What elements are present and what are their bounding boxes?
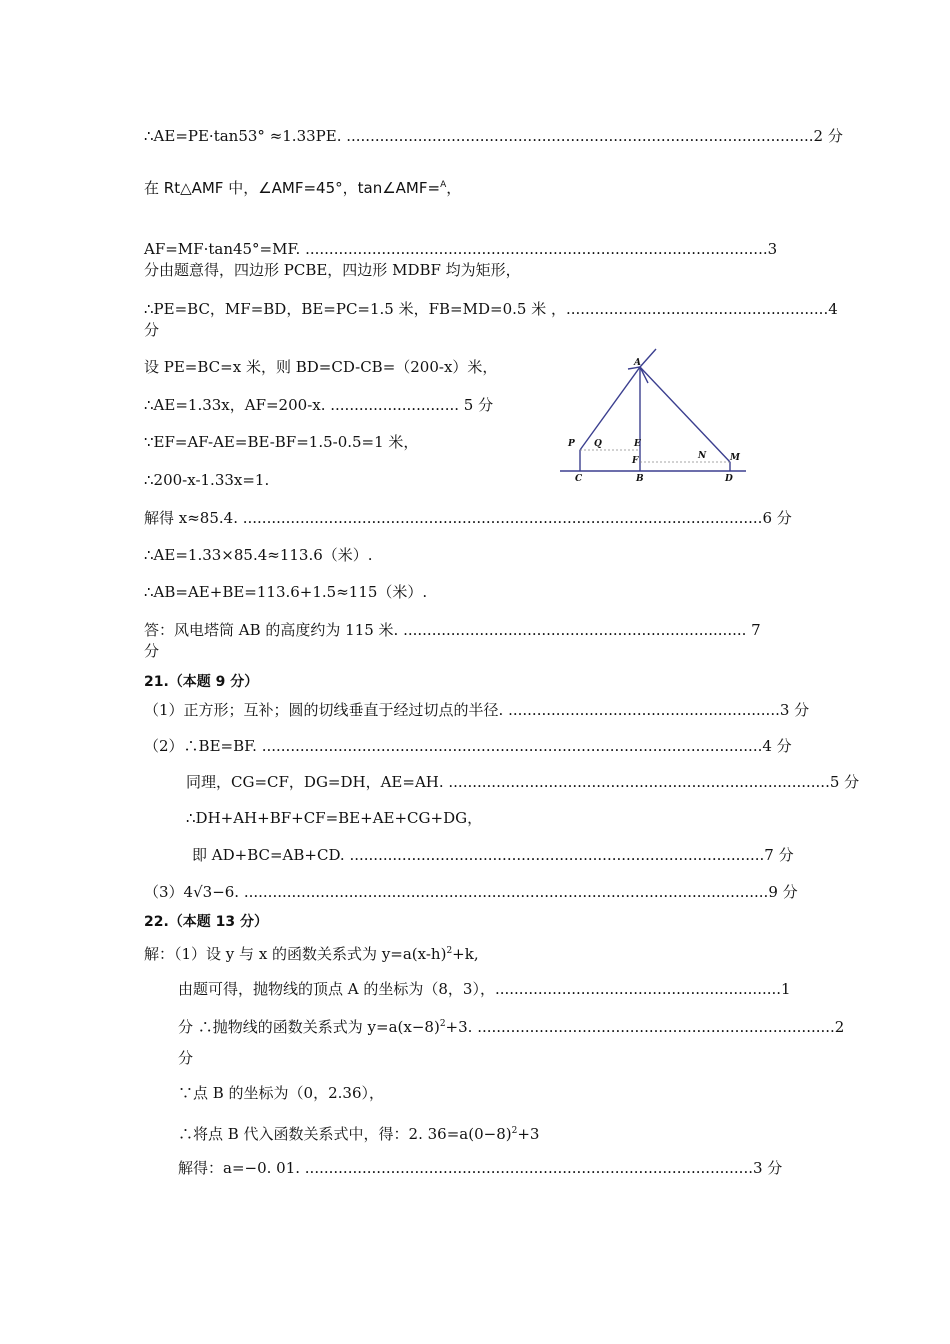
line-2-main: 在 Rt△AMF 中，∠AMF=45°，tan∠AMF= (144, 179, 441, 197)
line-26 (178, 1014, 844, 1037)
line-3: AF=MF·tan45°=MF. .................................................................................................3 (144, 240, 778, 258)
line-24-tail: +k, (452, 945, 479, 963)
label-F: F (632, 456, 639, 466)
line-22: （3）4√3−6. ..............................................................................................................9 分 (144, 883, 798, 901)
line-11: 解得 x≈85.4. .............................................................................................................6 分 (144, 509, 792, 527)
line-AP (580, 367, 640, 450)
label-E: E (634, 439, 641, 449)
line-29-tail: +3 (517, 1125, 540, 1143)
line-1: ∴AE=PE·tan53° ≈1.33PE. ..................................................................................................2 分 (144, 127, 843, 145)
line-19: 同理，CG=CF，DG=DH，AE=AH. ................................................................................5 分 (186, 773, 860, 791)
line-18: （2）∴BE=BF. .........................................................................................................4 分 (144, 737, 792, 755)
section-22-heading: 22.（本题 13 分） (144, 914, 269, 930)
label-C: C (575, 474, 583, 484)
line-21: 即 AD+BC=AB+CD. .......................................................................................7 分 (192, 846, 794, 864)
line-26-superscript: 2 (439, 1019, 446, 1029)
line-13: ∴AB=AE+BE=113.6+1.5≈115（米）. (144, 583, 428, 601)
line-2-superscript: A (440, 180, 447, 190)
line-AM (640, 367, 730, 462)
label-Q: Q (594, 439, 602, 449)
label-D: D (725, 474, 733, 484)
label-P: P (568, 439, 575, 449)
line-28: ∵点 B 的坐标为（0，2.36）， (178, 1084, 385, 1102)
line-5: ∴PE=BC，MF=BD，BE=PC=1.5 米，FB=MD=0.5 米 ，.......................................................4 (144, 300, 838, 318)
line-26-main: 分 ∴抛物线的函数关系式为 y=a(x−8) (178, 1018, 440, 1036)
line-25: 由题可得，抛物线的顶点 A 的坐标为（8，3），............................................................1 (178, 980, 791, 998)
line-2-tail: ， (446, 179, 462, 197)
line-12: ∴AE=1.33×85.4≈113.6（米）. (144, 546, 373, 564)
line-15: 分 (144, 642, 160, 660)
line-29-superscript: 2 (511, 1126, 518, 1136)
tower-geometry-figure (556, 345, 756, 485)
blade-1 (640, 349, 656, 367)
line-20: ∴DH+AH+BF+CF=BE+AE+CG+DG， (186, 809, 483, 827)
line-30: 解得：a=−0. 01. ..............................................................................................3 分 (178, 1159, 783, 1177)
line-8: ∴AE=1.33x，AF=200-x. ........................... 5 分 (144, 396, 494, 414)
label-B: B (636, 474, 644, 484)
section-21-heading: 21.（本题 9 分） (144, 674, 259, 690)
line-29 (178, 1121, 539, 1144)
line-6: 分 (144, 321, 160, 339)
label-M: M (730, 453, 740, 463)
label-N: N (698, 451, 707, 461)
label-A: A (634, 358, 641, 368)
line-10: ∴200-x-1.33x=1. (144, 471, 270, 489)
line-14: 答：风电塔筒 AB 的高度约为 115 米. ........................................................................ 7 (144, 621, 761, 639)
line-7: 设 PE=BC=x 米，则 BD=CD-CB=（200-x）米， (144, 358, 498, 376)
line-4: 分由题意得，四边形 PCBE，四边形 MDBF 均为矩形， (144, 261, 521, 279)
line-9: ∵EF=AF-AE=BE-BF=1.5-0.5=1 米， (144, 433, 419, 451)
line-24-superscript: 2 (446, 946, 453, 956)
line-2 (144, 175, 461, 198)
line-24 (144, 941, 479, 964)
line-24-main: 解：（1）设 y 与 x 的函数关系式为 y=a(x-h) (144, 945, 447, 963)
line-27: 分 (178, 1049, 194, 1067)
line-29-main: ∴将点 B 代入函数关系式中，得：2. 36=a(0−8) (178, 1125, 512, 1143)
line-26-tail: +3. ...........................................................................2 (445, 1018, 845, 1036)
line-17: （1）正方形；互补；圆的切线垂直于经过切点的半径. .........................................................3 分 (144, 701, 810, 719)
